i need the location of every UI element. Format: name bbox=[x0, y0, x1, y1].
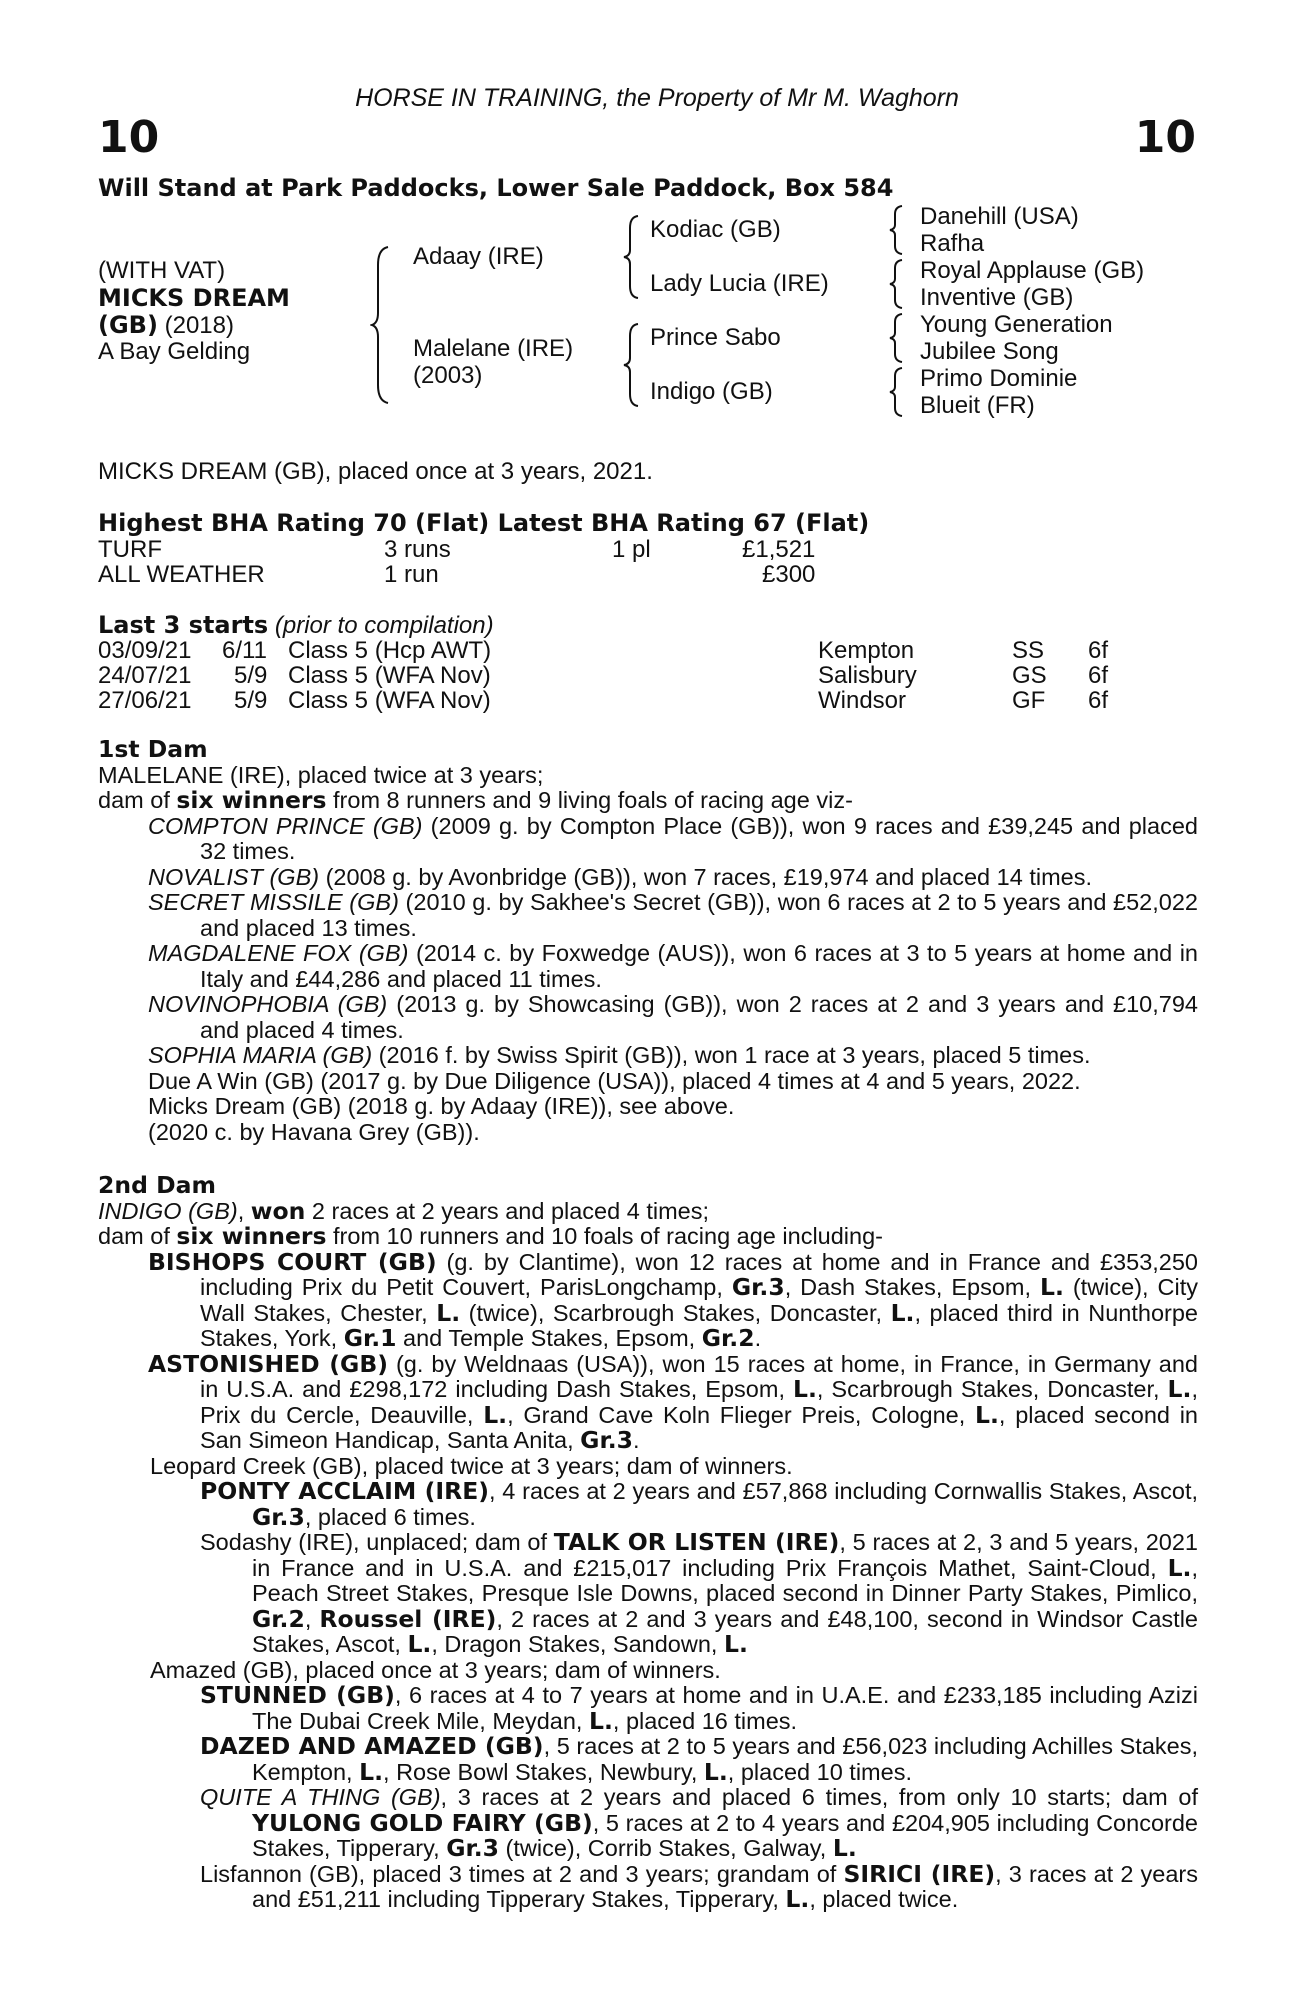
text: (twice), Corrib Stakes, Galway, bbox=[499, 1835, 833, 1861]
text: . bbox=[754, 1325, 762, 1351]
ratings-prize: £300 bbox=[762, 561, 816, 588]
brace-g78 bbox=[888, 366, 906, 418]
pedigree-g2: Rafha bbox=[920, 230, 985, 257]
first-dam-produce-line bbox=[98, 788, 1198, 814]
start-distance: 6f bbox=[1088, 687, 1109, 714]
winners-count: six winners bbox=[176, 786, 327, 814]
last-starts-title: Last 3 starts bbox=[98, 611, 269, 639]
progeny-name: NOVINOPHOBIA (GB) bbox=[148, 991, 388, 1017]
text: , Peach Street Stakes, Presque Isle Downs, placed second in Dinner Party Stakes, Pimlico, bbox=[252, 1554, 1198, 1606]
grade: Gr.3 bbox=[446, 1834, 499, 1862]
text: , Scarbrough Stakes, Doncaster, bbox=[816, 1376, 1168, 1402]
listed: L. bbox=[785, 1885, 810, 1913]
text: , placed 6 times. bbox=[304, 1503, 476, 1530]
start-date: 27/06/21 bbox=[98, 687, 192, 714]
first-dam-line: MALELANE (IRE), placed twice at 3 years; bbox=[98, 761, 544, 788]
stand-location: Will Stand at Park Paddocks, Lower Sale Paddock, Box 584 bbox=[98, 174, 894, 202]
text: , 6 races at 4 to 7 years at home and in U.A.E. and £233,185 including Azizi The Dubai Creek Mile, Meydan, bbox=[252, 1682, 1198, 1734]
progeny-text: (2008 g. by Avonbridge (GB)), won 7 races, £19,974 and placed 14 times. bbox=[319, 863, 1092, 890]
brace-g12 bbox=[888, 204, 906, 256]
second-dam-section bbox=[98, 1173, 1198, 1913]
progeny-name: PONTY ACCLAIM (IRE) bbox=[200, 1477, 490, 1505]
listed: L. bbox=[1039, 1273, 1064, 1301]
text: dam of bbox=[98, 787, 177, 813]
progeny-entry bbox=[98, 1043, 1198, 1069]
catalogue-title: HORSE IN TRAINING, the Property of Mr M. Waghorn bbox=[355, 84, 959, 112]
progeny-entry-leopard-creek: Leopard Creek (GB), placed twice at 3 years; dam of winners. bbox=[150, 1452, 793, 1479]
text: (twice), City Wall Stakes, Chester, bbox=[200, 1274, 1199, 1326]
progeny-entry bbox=[98, 941, 1198, 992]
pedigree-g1: Danehill (USA) bbox=[920, 203, 1079, 230]
lot-number-right: 10 bbox=[1134, 112, 1196, 163]
brace-g56 bbox=[888, 312, 906, 364]
progeny-name: STUNNED (GB) bbox=[200, 1681, 395, 1709]
pedigree-dam-year: (2003) bbox=[413, 362, 483, 389]
progeny-text: (2016 f. by Swiss Spirit (GB)), won 1 race at 3 years, placed 5 times. bbox=[372, 1042, 1091, 1068]
pedigree-sire: Adaay (IRE) bbox=[413, 243, 544, 270]
start-pos: 5/9 bbox=[234, 687, 268, 714]
first-dam-section bbox=[98, 737, 1198, 1145]
start-course: Kempton bbox=[818, 637, 915, 664]
progeny-name: COMPTON PRINCE (GB) bbox=[148, 812, 423, 839]
start-race: Class 5 (WFA Nov) bbox=[288, 662, 491, 689]
won-label: won bbox=[250, 1196, 306, 1225]
grade: Gr.1 bbox=[343, 1324, 397, 1352]
progeny-entry: Due A Win (GB) (2017 g. by Due Diligence (USA)), placed 4 times at 4 and 5 years, 2022. bbox=[148, 1067, 1081, 1094]
pedigree-g8: Blueit (FR) bbox=[920, 392, 1035, 419]
start-race: Class 5 (Hcp AWT) bbox=[288, 637, 492, 664]
progeny-name: ASTONISHED (GB) bbox=[148, 1349, 388, 1378]
text: . bbox=[632, 1427, 640, 1453]
pedigree-sire-sire: Kodiac (GB) bbox=[650, 216, 781, 243]
listed: L. bbox=[832, 1834, 857, 1862]
progeny-entry bbox=[98, 814, 1198, 865]
text: (g. by Weldnaas (USA)), won 15 races at home, in France, in Germany and in U.S.A. and £298,172 including Dash Stakes, Epsom, bbox=[200, 1350, 1199, 1402]
pedigree-g7: Primo Dominie bbox=[920, 365, 1078, 392]
pedigree-brace-sire bbox=[622, 214, 642, 300]
start-course: Salisbury bbox=[818, 662, 917, 689]
pedigree-g6: Jubilee Song bbox=[920, 338, 1059, 365]
grade: Gr.3 bbox=[580, 1426, 633, 1454]
progeny-name: SIRICI (IRE) bbox=[843, 1859, 996, 1888]
start-date: 24/07/21 bbox=[98, 662, 192, 689]
text: , 5 races at 2 to 5 years and £56,023 including Achilles Stakes, Kempton, bbox=[252, 1733, 1198, 1785]
progeny-entry-amazed: Amazed (GB), placed once at 3 years; dam of winners. bbox=[150, 1656, 721, 1683]
text: 2 races at 2 years and placed 4 times; bbox=[305, 1197, 709, 1224]
pedigree-g3: Royal Applause (GB) bbox=[920, 257, 1145, 284]
text: , 2 races at 2 and 3 years and £48,100, second in Windsor Castle Stakes, Ascot, bbox=[252, 1605, 1198, 1657]
listed: L. bbox=[792, 1375, 817, 1403]
progeny-entry-dazed-and-amazed bbox=[98, 1734, 1198, 1785]
text: from 8 runners and 9 living foals of racing age viz- bbox=[326, 787, 853, 813]
pedigree-brace-main bbox=[370, 245, 394, 405]
progeny-name: YULONG GOLD FAIRY (GB) bbox=[252, 1808, 593, 1837]
text: (twice), Scarbrough Stakes, Doncaster, bbox=[460, 1299, 891, 1326]
lot-number-left: 10 bbox=[98, 112, 160, 163]
progeny-entry bbox=[98, 865, 1198, 891]
text: dam of bbox=[98, 1223, 177, 1249]
progeny-name: QUITE A THING (GB) bbox=[200, 1784, 441, 1810]
text: , 3 races at 2 years and placed 6 times, from only 10 starts; dam of bbox=[440, 1784, 1198, 1810]
progeny-entry-astonished bbox=[98, 1349, 1199, 1454]
progeny-entry bbox=[98, 992, 1198, 1043]
progeny-name: TALK OR LISTEN (IRE) bbox=[553, 1528, 840, 1556]
progeny-name: BISHOPS COURT (GB) bbox=[148, 1247, 437, 1276]
grade: Gr.3 bbox=[731, 1273, 785, 1301]
horse-name: MICKS DREAM bbox=[98, 284, 290, 312]
progeny-text: (2010 g. by Sakhee's Secret (GB)), won 6 races at 2 to 5 years and £52,022 and placed 13 times. bbox=[200, 889, 1198, 941]
progeny-entry-lisfannon bbox=[98, 1859, 1199, 1913]
grade: Gr.2 bbox=[701, 1324, 755, 1352]
listed: L. bbox=[723, 1630, 748, 1658]
start-race: Class 5 (WFA Nov) bbox=[288, 687, 491, 714]
text: Lisfannon (GB), placed 3 times at 2 and 3 years; grandam of bbox=[200, 1860, 844, 1887]
pedigree-sire-dam: Lady Lucia (IRE) bbox=[650, 270, 829, 297]
text: , 4 races at 2 years and £57,868 including Cornwallis Stakes, Ascot, bbox=[489, 1478, 1199, 1504]
start-date: 03/09/21 bbox=[98, 637, 192, 664]
text: Sodashy (IRE), unplaced; dam of bbox=[200, 1529, 554, 1555]
progeny-entry-bishops-court bbox=[98, 1247, 1199, 1352]
text: , 3 races at 2 years and £51,211 including Tipperary Stakes, Tipperary, bbox=[252, 1860, 1199, 1912]
last-starts-note: (prior to compilation) bbox=[274, 612, 494, 639]
vat-label: (WITH VAT) bbox=[98, 257, 226, 284]
progeny-name: SOPHIA MARIA (GB) bbox=[148, 1042, 373, 1068]
progeny-name: SECRET MISSILE (GB) bbox=[148, 889, 399, 915]
start-going: SS bbox=[1012, 637, 1045, 664]
text: , 5 races at 2 to 4 years and £204,905 including Concorde Stakes, Tipperary, bbox=[252, 1809, 1198, 1861]
listed: L. bbox=[1167, 1553, 1192, 1582]
start-going: GS bbox=[1012, 662, 1047, 689]
horse-origin: (GB) bbox=[98, 311, 158, 339]
second-dam-line: INDIGO (GB), won 2 races at 2 years and placed 4 times; bbox=[98, 1196, 709, 1225]
race-summary: MICKS DREAM (GB), placed once at 3 years, 2021. bbox=[98, 458, 653, 485]
pedigree-brace-dam bbox=[622, 322, 642, 408]
ratings-surface: TURF bbox=[98, 536, 162, 563]
text: , 5 races at 2, 3 and 5 years, 2021 in France and in U.S.A. and £215,017 including Prix François Mathet, Saint-Cloud, bbox=[252, 1529, 1199, 1581]
ratings-prize: £1,521 bbox=[742, 536, 816, 563]
second-dam-produce-line bbox=[98, 1224, 1198, 1250]
progeny-name: DAZED AND AMAZED (GB) bbox=[200, 1732, 544, 1760]
start-pos: 6/11 bbox=[222, 637, 267, 664]
listed: L. bbox=[1167, 1375, 1192, 1403]
horse-origin-year bbox=[98, 312, 234, 339]
progeny-entry-quite-a-thing bbox=[98, 1785, 1198, 1862]
listed: L. bbox=[975, 1400, 999, 1429]
horse-description: A Bay Gelding bbox=[98, 338, 251, 365]
text: , placed twice. bbox=[809, 1886, 959, 1912]
text: , Prix du Cercle, Deauville, bbox=[200, 1376, 1198, 1428]
text: from 10 runners and 10 foals of racing age including- bbox=[326, 1223, 883, 1249]
start-course: Windsor bbox=[818, 687, 907, 714]
pedigree-dam-sire: Prince Sabo bbox=[650, 324, 781, 351]
listed: L. bbox=[890, 1298, 915, 1327]
last-starts-heading bbox=[98, 612, 494, 639]
grade: Gr.3 bbox=[252, 1502, 305, 1531]
pedigree-dam: Malelane (IRE) bbox=[413, 335, 574, 362]
pedigree-dam-dam: Indigo (GB) bbox=[650, 378, 773, 405]
text: , Rose Bowl Stakes, Newbury, bbox=[383, 1758, 704, 1785]
text: and Temple Stakes, Epsom, bbox=[396, 1325, 702, 1351]
ratings-runs: 1 run bbox=[384, 561, 439, 588]
pedigree-g4: Inventive (GB) bbox=[920, 284, 1074, 311]
listed: L. bbox=[436, 1298, 461, 1327]
dam-name: INDIGO (GB) bbox=[98, 1197, 238, 1224]
text: , placed third in Nunthorpe Stakes, York, bbox=[200, 1299, 1198, 1351]
second-dam-heading: 2nd Dam bbox=[98, 1171, 216, 1199]
listed: L. bbox=[407, 1630, 432, 1658]
progeny-name: MAGDALENE FOX (GB) bbox=[148, 940, 409, 966]
grade: Gr.2 bbox=[252, 1604, 305, 1633]
first-dam-heading: 1st Dam bbox=[98, 735, 208, 763]
pedigree-g5: Young Generation bbox=[920, 311, 1113, 338]
start-going: GF bbox=[1012, 687, 1046, 714]
text: , placed second in San Simeon Handicap, Santa Anita, bbox=[200, 1401, 1198, 1453]
progeny-entry: (2020 c. by Havana Grey (GB)). bbox=[148, 1118, 480, 1145]
progeny-text: (2014 c. by Foxwedge (AUS)), won 6 races at 3 to 5 years at home and in Italy and £44,286 and placed 11 times. bbox=[200, 940, 1198, 992]
progeny-entry-ponty-acclaim bbox=[98, 1479, 1198, 1530]
text: , Dash Stakes, Epsom, bbox=[784, 1274, 1040, 1300]
listed: L. bbox=[359, 1757, 384, 1786]
text: , placed 16 times. bbox=[612, 1707, 798, 1734]
winners-count: six winners bbox=[176, 1222, 327, 1250]
text: (g. by Clantime), won 12 races at home and in France and £353,250 including Prix du Petit Couvert, ParisLongchamp, bbox=[200, 1248, 1198, 1300]
progeny-text: (2009 g. by Compton Place (GB)), won 9 races and £39,245 and placed 32 times. bbox=[200, 812, 1198, 864]
start-distance: 6f bbox=[1088, 662, 1109, 689]
progeny-name: NOVALIST (GB) bbox=[148, 863, 320, 890]
text: , placed 10 times. bbox=[727, 1758, 912, 1785]
progeny-text: (2013 g. by Showcasing (GB)), won 2 races at 2 and 3 years and £10,794 and placed 4 times. bbox=[200, 991, 1198, 1043]
ratings-placed: 1 pl bbox=[612, 536, 651, 563]
progeny-entry-stunned bbox=[98, 1683, 1198, 1734]
start-pos: 5/9 bbox=[234, 662, 268, 689]
listed: L. bbox=[703, 1757, 728, 1786]
ratings-surface: ALL WEATHER bbox=[98, 561, 265, 588]
progeny-entry: Micks Dream (GB) (2018 g. by Adaay (IRE)), see above. bbox=[148, 1093, 735, 1119]
listed: L. bbox=[588, 1706, 613, 1735]
ratings-runs: 3 runs bbox=[384, 536, 451, 563]
text: , Grand Cave Koln Flieger Preis, Cologne, bbox=[507, 1401, 976, 1428]
progeny-entry bbox=[98, 890, 1198, 941]
ratings-heading: Highest BHA Rating 70 (Flat) Latest BHA Rating 67 (Flat) bbox=[98, 509, 870, 537]
text: , Dragon Stakes, Sandown, bbox=[431, 1631, 724, 1657]
horse-year: (2018) bbox=[164, 312, 234, 339]
listed: L. bbox=[483, 1400, 508, 1429]
start-distance: 6f bbox=[1088, 637, 1109, 664]
brace-g34 bbox=[888, 258, 906, 310]
progeny-name: Roussel (IRE) bbox=[319, 1604, 497, 1633]
progeny-entry-sodashy: Sodashy (IRE), unplaced; dam of TALK OR LISTEN (IRE), 5 races at 2, 3 and 5 years, 2021 in France and in U.S.A. and £215,017 including Prix François Mathet, Saint-Cloud, L., Peach Street Stakes, Presque Isle Downs, placed second in Dinner Party Stakes, Pimlico, Gr.2, Roussel (IRE), 2 races at 2 and 3 years and £48,100, second in Windsor Castle Stakes, Ascot, L., Dragon Stakes, Sandown, L. bbox=[200, 1528, 1199, 1658]
